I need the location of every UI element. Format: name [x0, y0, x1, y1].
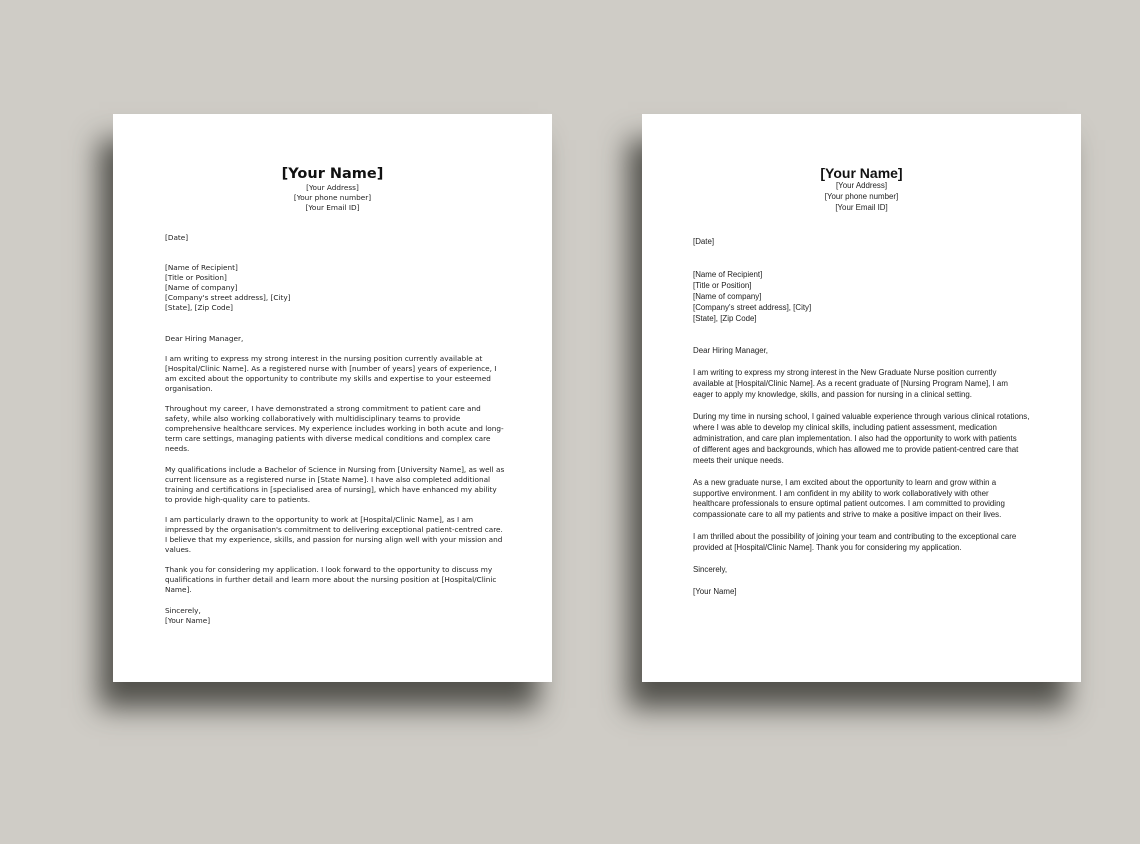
letter-body [165, 233, 504, 626]
text-line: Name]. [165, 585, 192, 595]
cover-letter-page-experienced [113, 114, 552, 682]
sender-address: [Your Address] [835, 181, 888, 190]
text-line: needs. [165, 444, 190, 454]
text-line: [Hospital/Clinic Name]. As a registered nurse with [number of years] years of experience, I [165, 363, 497, 373]
sender-address: [Your Address] [306, 183, 359, 192]
signature: [Your Name] [165, 615, 211, 625]
letter-body [693, 237, 1031, 598]
cover-letter-page-new-graduate [642, 114, 1081, 682]
recipient-line: [Company's street address], [City] [165, 293, 291, 303]
text-line: qualifications in further detail and learn more about the nursing position at [Hospital/Clinic [165, 575, 497, 585]
paragraph [693, 412, 1031, 467]
salutation: Dear Hiring Manager, [693, 346, 768, 356]
text-line: I am writing to express my strong interest in the nursing position currently available at [165, 353, 483, 363]
text-line: available at [Hospital/Clinic Name]. As a recent graduate of [Nursing Program Name], I am [693, 379, 1008, 389]
text-line: to provide high-quality care to patients. [165, 494, 311, 504]
recipient-line: [Name of company] [693, 291, 762, 301]
text-line: current licensure as a registered nurse in [State Name]. I have also completed additional [165, 474, 491, 484]
sender-email: [Your Email ID] [305, 203, 360, 213]
letter-date: [Date] [693, 237, 715, 246]
recipient-line: [Title or Position] [165, 273, 227, 283]
text-line: I believe that my experience, skills, and passion for nursing align well with your mission and [165, 535, 503, 545]
sender-phone: [Your phone number] [293, 193, 372, 203]
sender-email: [Your Email ID] [835, 202, 888, 212]
text-line: My qualifications include a Bachelor of Science in Nursing from [University Name], as well as [165, 464, 505, 474]
recipient-line: [Name of Recipient] [693, 269, 763, 279]
text-line: Throughout my career, I have demonstrated a strong commitment to patient care and [165, 404, 481, 414]
text-line: training and certifications in [specialised area of nursing], which have enhanced my ability [165, 484, 497, 494]
recipient-block [165, 263, 504, 313]
sender-phone: [Your phone number] [824, 191, 899, 201]
sender-name: [Your Name] [820, 165, 903, 181]
paragraph [165, 465, 504, 505]
letter-header [113, 166, 552, 213]
paragraph [165, 515, 504, 555]
text-line: where I was able to develop my clinical skills, including patient assessment, medication [693, 422, 997, 432]
text-line: I am thrilled about the possibility of joining your team and contributing to the exceptional care [693, 532, 1017, 542]
recipient-line: [Name of company] [165, 283, 238, 293]
text-line: term care settings, managing patients with diverse medical conditions and complex care [165, 434, 491, 444]
recipient-line: [State], [Zip Code] [165, 303, 233, 313]
text-line: As a new graduate nurse, I am excited about the opportunity to learn and grow within a [693, 477, 997, 487]
paragraph [165, 565, 504, 595]
text-line: eager to apply my knowledge, skills, and passion for nursing in a clinical setting. [693, 390, 972, 400]
closing: Sincerely, [165, 605, 201, 615]
recipient-line: [Title or Position] [693, 280, 752, 290]
recipient-block [693, 270, 1031, 325]
text-line: Thank you for considering my application. I look forward to the opportunity to discuss my [165, 565, 493, 575]
text-line: supportive environment. I am confident in my ability to work collaboratively with other [693, 488, 989, 498]
recipient-line: [Name of Recipient] [165, 263, 238, 273]
text-line: organisation. [165, 383, 213, 393]
sender-name: [Your Name] [281, 166, 384, 182]
text-line: administration, and care plan implementation. I also had the opportunity to work with patients [693, 433, 1017, 443]
letter-date: [Date] [165, 233, 189, 242]
signature: [Your Name] [693, 586, 737, 596]
paragraph [165, 404, 504, 454]
paragraph [165, 354, 504, 394]
text-line: meets their unique needs. [693, 455, 784, 465]
text-line: compassionate care to all my patients and strive to make a positive impact on their lives. [693, 510, 1002, 520]
recipient-line: [State], [Zip Code] [693, 313, 757, 323]
text-line: of different ages and backgrounds, which has allowed me to provide patient-centred care that [693, 444, 1019, 454]
paragraph [693, 368, 1031, 401]
text-line: During my time in nursing school, I gained valuable experience through various clinical rotations, [693, 412, 1030, 422]
text-line: I am writing to express my strong interest in the New Graduate Nurse position currently [693, 368, 997, 378]
text-line: provided at [Hospital/Clinic Name]. Thank you for considering my application. [693, 543, 962, 553]
text-line: safety, while also working collaboratively with multidisciplinary teams to provide [165, 414, 461, 424]
text-line: am excited about the opportunity to contribute my skills and expertise to your esteemed [165, 373, 491, 383]
paragraph [693, 478, 1031, 522]
text-line: healthcare professionals to ensure optimal patient outcomes. I am committed to providing [693, 499, 1005, 509]
closing: Sincerely, [693, 565, 728, 575]
letter-header [642, 165, 1081, 214]
text-line: I am particularly drawn to the opportunity to work at [Hospital/Clinic Name], as I am [165, 514, 474, 524]
salutation: Dear Hiring Manager, [165, 333, 244, 343]
text-line: impressed by the organisation's commitment to delivering exceptional patient-centred care. [165, 524, 503, 534]
text-line: comprehensive healthcare services. My experience includes working in both acute and long- [165, 424, 504, 434]
recipient-line: [Company's street address], [City] [693, 302, 812, 312]
text-line: values. [165, 545, 192, 555]
paragraph [693, 532, 1031, 554]
